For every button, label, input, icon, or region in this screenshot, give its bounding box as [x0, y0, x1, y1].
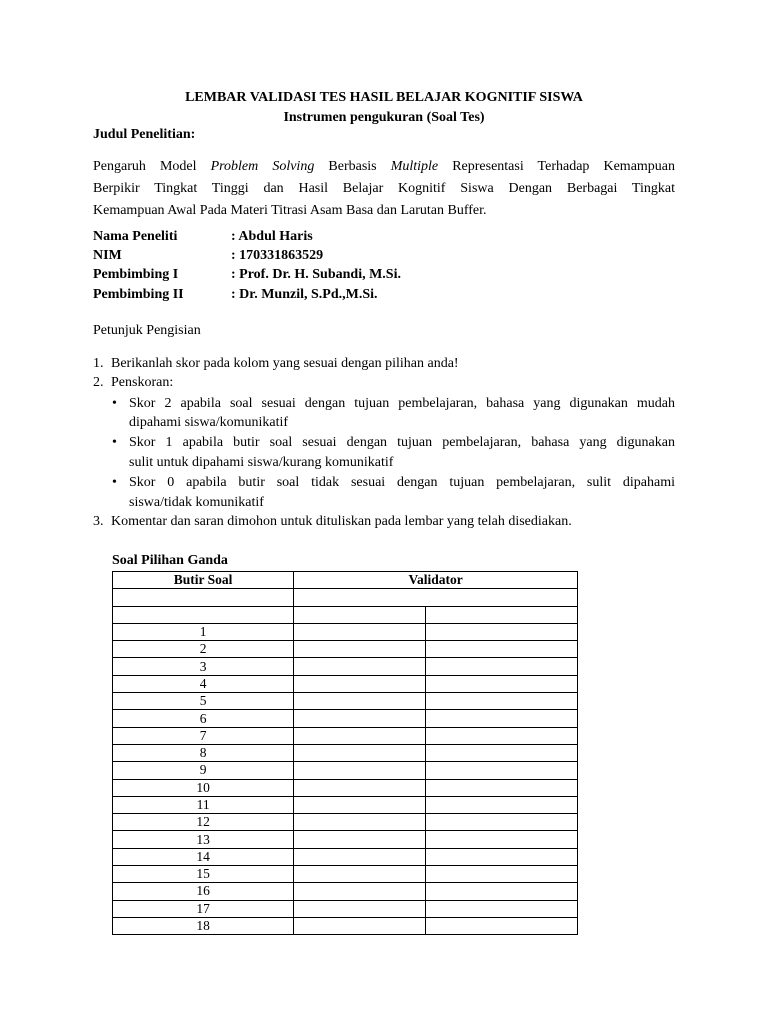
- item-number-cell: 13: [113, 831, 294, 848]
- item-number-cell: 3: [113, 658, 294, 675]
- validator-cell-1[interactable]: [294, 779, 425, 796]
- table-cell: [113, 606, 294, 623]
- validator-cell-2[interactable]: [425, 727, 577, 744]
- info-value: : Abdul Haris: [231, 229, 313, 244]
- multiple-choice-heading: Soal Pilihan Ganda: [112, 553, 228, 568]
- info-value: : Dr. Munzil, S.Pd.,M.Si.: [231, 287, 378, 302]
- validator-cell-2[interactable]: [425, 866, 577, 883]
- table-row: [113, 917, 578, 934]
- header-validator: Validator: [294, 572, 578, 589]
- scoring-rule-1-line-1: Skor 2 apabila soal sesuai dengan tujuan pembelajaran, bahasa yang digunakan mudah: [129, 396, 675, 411]
- table-row: [113, 675, 578, 692]
- item-number-cell: 2: [113, 641, 294, 658]
- info-key: Pembimbing II: [93, 287, 184, 302]
- validator-cell-1[interactable]: [294, 796, 425, 813]
- scoring-rule-3-line-1: Skor 0 apabila butir soal tidak sesuai dengan tujuan pembelajaran, sulit dipahami: [129, 475, 675, 490]
- table-row: [113, 710, 578, 727]
- validator-cell-1[interactable]: [294, 762, 425, 779]
- info-value: : Prof. Dr. H. Subandi, M.Si.: [231, 267, 401, 282]
- validator-cell-1[interactable]: [294, 658, 425, 675]
- validator-cell-1[interactable]: [294, 831, 425, 848]
- item-number-cell: 5: [113, 693, 294, 710]
- validator-cell-2[interactable]: [425, 814, 577, 831]
- research-title-line-2: Berpikir Tingkat Tinggi dan Hasil Belajar Kognitif Siswa Dengan Berbagai Tingkat: [93, 181, 675, 196]
- research-title-text: [93, 156, 675, 222]
- validator-cell-1[interactable]: [294, 727, 425, 744]
- item-number-cell: 14: [113, 848, 294, 865]
- validator-cell-1[interactable]: [294, 623, 425, 640]
- validator-cell-1[interactable]: [294, 641, 425, 658]
- info-key: Nama Peneliti: [93, 229, 178, 244]
- item-number-cell: 16: [113, 883, 294, 900]
- instruction-item-2: Penskoran:: [111, 375, 174, 390]
- validator-cell-2[interactable]: [425, 675, 577, 692]
- table-cell: [113, 589, 294, 606]
- table-row: [113, 848, 578, 865]
- validator-cell-2[interactable]: [425, 658, 577, 675]
- instructions-heading: Petunjuk Pengisian: [93, 323, 201, 338]
- validator-cell-2[interactable]: [425, 762, 577, 779]
- table-row: [113, 762, 578, 779]
- table-cell: [294, 589, 578, 606]
- instruction-item-1: Berikanlah skor pada kolom yang sesuai dengan pilihan anda!: [111, 356, 459, 371]
- item-number-cell: 10: [113, 779, 294, 796]
- table-spacer-row: [113, 606, 578, 623]
- table-cell[interactable]: [425, 606, 577, 623]
- item-number-cell: 9: [113, 762, 294, 779]
- validator-cell-2[interactable]: [425, 693, 577, 710]
- table-row: [113, 693, 578, 710]
- instruction-item-3: Komentar dan saran dimohon untuk dituliskan pada lembar yang telah disediakan.: [111, 514, 572, 529]
- bullet-icon: •: [112, 396, 117, 411]
- item-number-cell: 8: [113, 744, 294, 761]
- validator-cell-2[interactable]: [425, 917, 577, 934]
- instruction-number: 3.: [93, 514, 104, 529]
- instruction-number: 2.: [93, 375, 104, 390]
- validator-cell-2[interactable]: [425, 744, 577, 761]
- item-number-cell: 1: [113, 623, 294, 640]
- table-row: [113, 796, 578, 813]
- table-header-row: [113, 572, 578, 589]
- validator-cell-2[interactable]: [425, 641, 577, 658]
- validator-cell-1[interactable]: [294, 883, 425, 900]
- info-value: : 170331863529: [231, 248, 324, 263]
- validator-cell-2[interactable]: [425, 900, 577, 917]
- research-title-label: Judul Penelitian:: [93, 127, 196, 142]
- research-title-line-3: Kemampuan Awal Pada Materi Titrasi Asam Basa dan Larutan Buffer.: [93, 203, 487, 218]
- table-row: [113, 779, 578, 796]
- table-row: [113, 641, 578, 658]
- table-row: [113, 727, 578, 744]
- scoring-rule-2-line-1: Skor 1 apabila butir soal sesuai dengan tujuan pembelajaran, bahasa yang digunakan: [129, 435, 675, 450]
- validator-cell-1[interactable]: [294, 744, 425, 761]
- bullet-icon: •: [112, 435, 117, 450]
- info-key: NIM: [93, 248, 122, 263]
- item-number-cell: 4: [113, 675, 294, 692]
- validator-cell-2[interactable]: [425, 796, 577, 813]
- validator-cell-1[interactable]: [294, 693, 425, 710]
- item-number-cell: 18: [113, 917, 294, 934]
- item-number-cell: 12: [113, 814, 294, 831]
- research-title-line-1: Pengaruh Model Problem Solving Berbasis Multiple Representasi Terhadap Kemampuan: [93, 159, 676, 174]
- validator-cell-1[interactable]: [294, 917, 425, 934]
- validator-cell-2[interactable]: [425, 710, 577, 727]
- item-number-cell: 15: [113, 866, 294, 883]
- scoring-rule-1-line-2: dipahami siswa/komunikatif: [129, 415, 289, 430]
- info-key: Pembimbing I: [93, 267, 179, 282]
- validator-cell-2[interactable]: [425, 848, 577, 865]
- table-row: [113, 658, 578, 675]
- document-subtitle: Instrumen pengukuran (Soal Tes): [283, 110, 485, 125]
- table-subheader-row: [113, 589, 578, 606]
- table-row: [113, 883, 578, 900]
- item-number-cell: 17: [113, 900, 294, 917]
- validator-cell-1[interactable]: [294, 710, 425, 727]
- item-number-cell: 7: [113, 727, 294, 744]
- scoring-rule-3-line-2: siswa/tidak komunikatif: [129, 495, 264, 510]
- validator-cell-1[interactable]: [294, 848, 425, 865]
- validator-cell-2[interactable]: [425, 831, 577, 848]
- instruction-number: 1.: [93, 356, 104, 371]
- validator-cell-2[interactable]: [425, 779, 577, 796]
- header-butir-soal: Butir Soal: [113, 572, 294, 589]
- table-cell[interactable]: [294, 606, 425, 623]
- document-title: LEMBAR VALIDASI TES HASIL BELAJAR KOGNITIF SISWA: [185, 90, 583, 105]
- table-row: [113, 866, 578, 883]
- validator-cell-2[interactable]: [425, 883, 577, 900]
- table-row: [113, 623, 578, 640]
- table-row: [113, 831, 578, 848]
- item-number-cell: 11: [113, 796, 294, 813]
- validator-cell-2[interactable]: [425, 623, 577, 640]
- scoring-rule-2-line-2: sulit untuk dipahami siswa/kurang komunikatif: [129, 455, 394, 470]
- item-number-cell: 6: [113, 710, 294, 727]
- validation-table: [112, 571, 578, 935]
- validator-cell-1[interactable]: [294, 866, 425, 883]
- table-row: [113, 744, 578, 761]
- table-row: [113, 814, 578, 831]
- validator-cell-1[interactable]: [294, 814, 425, 831]
- bullet-icon: •: [112, 475, 117, 490]
- validator-cell-1[interactable]: [294, 675, 425, 692]
- table-row: [113, 900, 578, 917]
- validator-cell-1[interactable]: [294, 900, 425, 917]
